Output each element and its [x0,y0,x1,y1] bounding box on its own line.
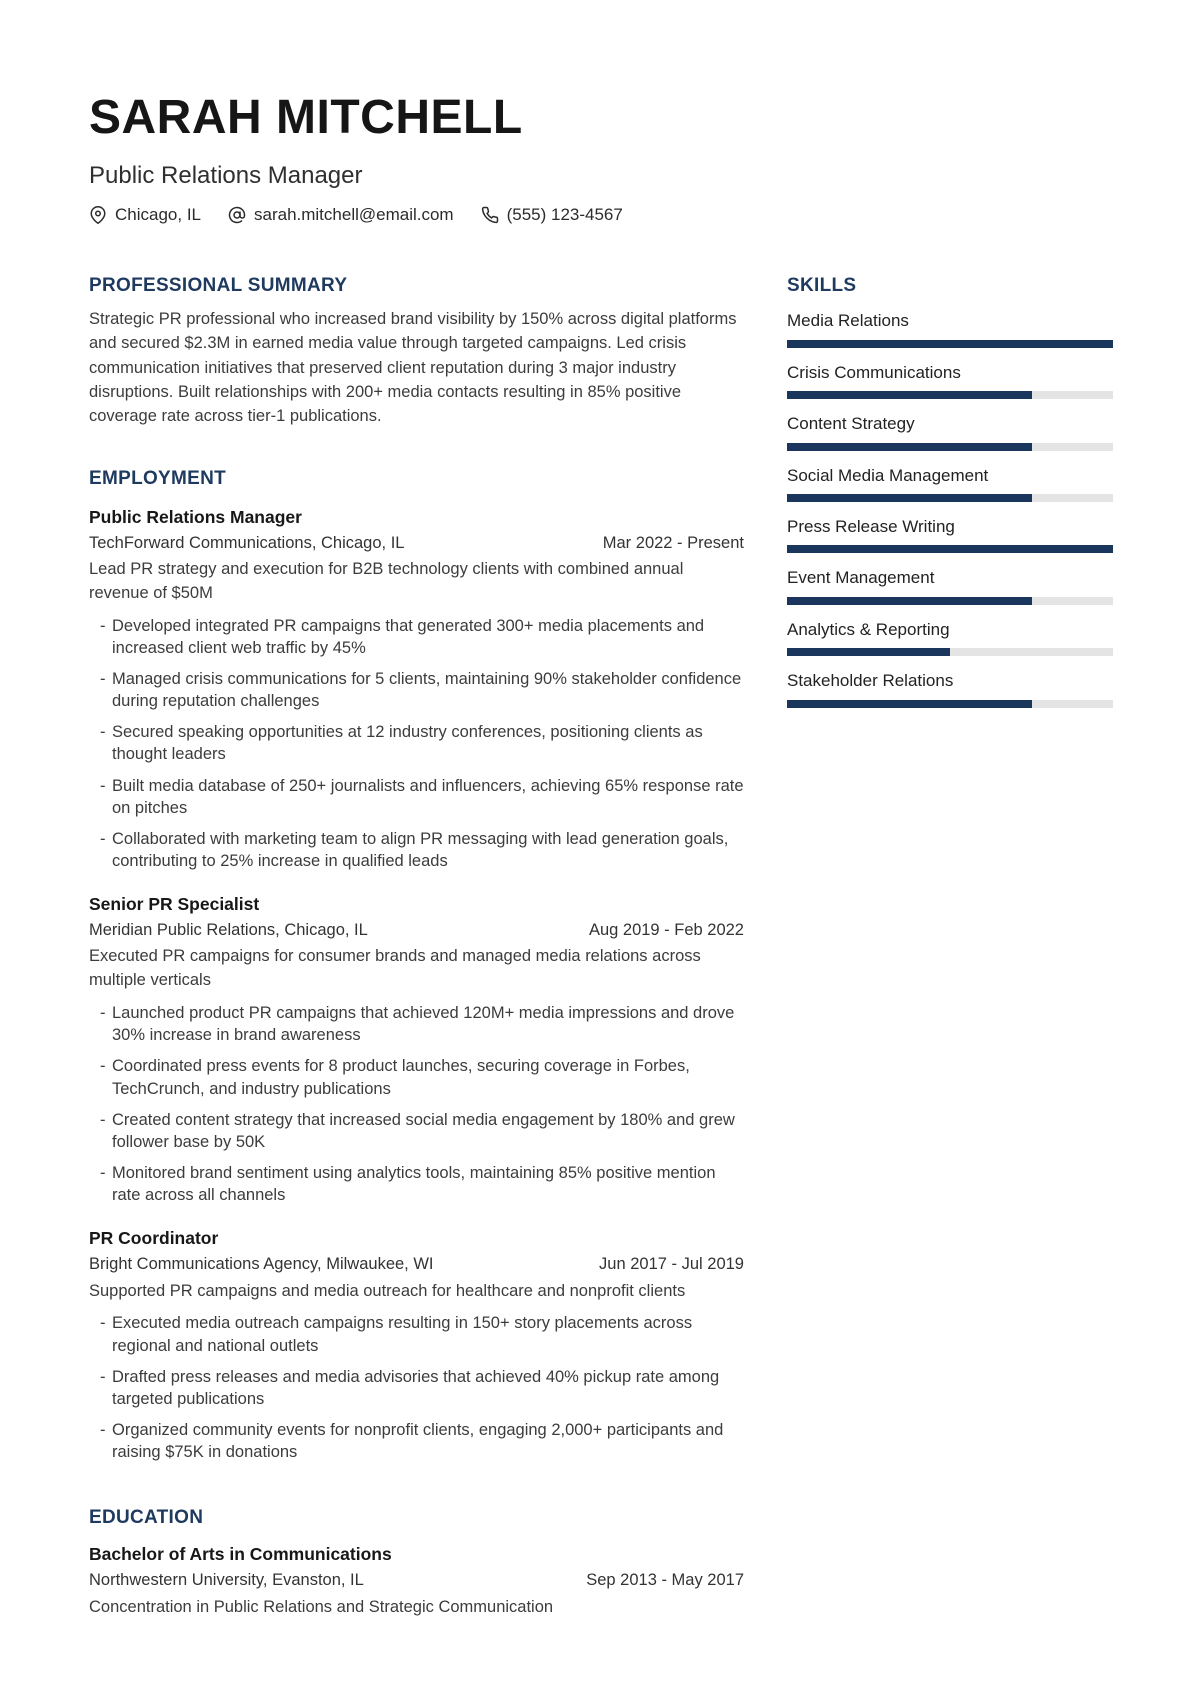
job-bullet: - Drafted press releases and media advisories that achieved 40% pickup rate among targeted publications [89,1366,744,1410]
skill-bar-track [787,494,1113,502]
company-row [89,1254,744,1275]
side-column [787,275,1113,1620]
skill-item [787,620,1113,656]
job-title: Senior PR Specialist [89,893,260,914]
skill-bar-fill [787,443,1032,451]
skill-bar-track [787,597,1113,605]
job-entry [89,507,744,872]
job-bullet: - Secured speaking opportunities at 12 industry conferences, positioning clients as thought leaders [89,721,744,765]
company-name: TechForward Communications, Chicago, IL [89,533,405,552]
summary-section [89,275,744,428]
job-bullet: - Executed media outreach campaigns resulting in 150+ story placements across regional and national outlets [89,1312,744,1356]
contact-location [89,205,201,225]
employment-heading: EMPLOYMENT [89,467,227,489]
job-dates: Aug 2019 - Feb 2022 [588,920,744,939]
contact-email-text: sarah.mitchell@email.com [254,204,454,224]
skill-item [787,311,1113,347]
skill-label: Social Media Management [787,465,989,485]
school-row [89,1570,744,1591]
job-bullet: - Built media database of 250+ journalists and influencers, achieving 65% response rate on pitches [89,775,744,819]
skill-bar-track [787,648,1113,656]
content-grid [89,275,1113,1620]
skill-bar-fill [787,391,1032,399]
skill-bar-track [787,443,1113,451]
education-heading: EDUCATION [89,1507,204,1529]
skill-label: Press Release Writing [787,516,955,536]
skill-bar-fill [787,597,1032,605]
job-bullet: - Collaborated with marketing team to align PR messaging with lead generation goals, contributing to 25% increase in qualified leads [89,828,744,872]
resume-header [89,91,1113,225]
job-bullet: - Coordinated press events for 8 product launches, securing coverage in Forbes, TechCrunch, and industry publications [89,1055,744,1099]
skill-bar-fill [787,340,1113,348]
job-bullet: - Created content strategy that increased social media engagement by 180% and grew follower base by 50K [89,1109,744,1153]
job-bullets [89,1002,744,1206]
skills-heading: SKILLS [787,274,857,296]
degree-title: Bachelor of Arts in Communications [89,1543,392,1564]
email-at-icon [228,206,246,224]
skill-label: Stakeholder Relations [787,671,954,691]
company-row [89,920,744,941]
job-description: Supported PR campaigns and media outreach for healthcare and nonprofit clients [89,1281,686,1300]
skills-section [787,275,1113,708]
contact-location-text: Chicago, IL [115,204,201,224]
contact-phone [481,205,623,225]
school-name: Northwestern University, Evanston, IL [89,1570,364,1589]
job-description: Lead PR strategy and execution for B2B technology clients with combined annual revenue of $50M [89,560,684,602]
company-name: Bright Communications Agency, Milwaukee, WI [89,1255,434,1274]
job-entry [89,1228,744,1463]
contact-row [89,205,1113,225]
skill-item [787,466,1113,502]
job-bullet: - Managed crisis communications for 5 clients, maintaining 90% stakeholder confidence during reputation challenges [89,668,744,712]
jobs-list [89,507,744,1464]
skill-label: Media Relations [787,311,909,331]
skill-bar-track [787,391,1113,399]
employment-section [89,468,744,1463]
location-pin-icon [89,206,107,224]
skills-list [787,311,1113,707]
skill-bar-fill [787,648,950,656]
contact-email [228,205,454,225]
phone-icon [481,206,499,224]
contact-phone-text: (555) 123-4567 [506,204,623,224]
summary-text: Strategic PR professional who increased brand visibility by 150% across digital platforms and secured $2.3M in earned media value through targeted campaigns. Led crisis communication initiatives that preserved client reputation during 3 major industry disruptions. Built relationships with 200+ media contacts resulting in 85% positive coverage rate across tier-1 publications. [89,310,737,425]
company-name: Meridian Public Relations, Chicago, IL [89,920,368,939]
job-title: Public Relations Manager [89,506,302,527]
job-title: PR Coordinator [89,1228,219,1249]
candidate-name: SARAH MITCHELL [89,91,523,144]
education-section [89,1507,744,1619]
job-bullets [89,615,744,872]
skill-item [787,414,1113,450]
skill-item [787,568,1113,604]
skill-label: Content Strategy [787,414,915,434]
skill-bar-fill [787,494,1032,502]
job-dates: Jun 2017 - Jul 2019 [599,1255,744,1274]
skill-label: Event Management [787,568,935,588]
job-dates: Mar 2022 - Present [602,533,744,552]
main-column [89,275,744,1620]
skill-bar-fill [787,700,1032,708]
job-bullet: - Monitored brand sentiment using analytics tools, maintaining 85% positive mention rate across all channels [89,1162,744,1206]
skill-item [787,671,1113,707]
summary-heading: PROFESSIONAL SUMMARY [89,274,348,296]
education-note: Concentration in Public Relations and Strategic Communication [89,1598,554,1617]
skill-bar-track [787,545,1113,553]
job-bullet: - Launched product PR campaigns that achieved 120M+ media impressions and drove 30% increase in brand awareness [89,1002,744,1046]
skill-item [787,363,1113,399]
job-bullet: - Organized community events for nonprofit clients, engaging 2,000+ participants and raising $75K in donations [89,1419,744,1463]
job-description: Executed PR campaigns for consumer brands and managed media relations across multiple verticals [89,947,701,990]
job-entry [89,894,744,1206]
skill-item [787,517,1113,553]
skill-label: Crisis Communications [787,362,961,382]
skill-label: Analytics & Reporting [787,619,950,639]
job-bullet: - Developed integrated PR campaigns that generated 300+ media placements and increased client web traffic by 45% [89,615,744,659]
candidate-title: Public Relations Manager [89,162,363,189]
skill-bar-track [787,340,1113,348]
job-bullets [89,1312,744,1463]
company-row [89,533,744,554]
education-dates: Sep 2013 - May 2017 [586,1570,744,1589]
skill-bar-track [787,700,1113,708]
skill-bar-fill [787,545,1113,553]
